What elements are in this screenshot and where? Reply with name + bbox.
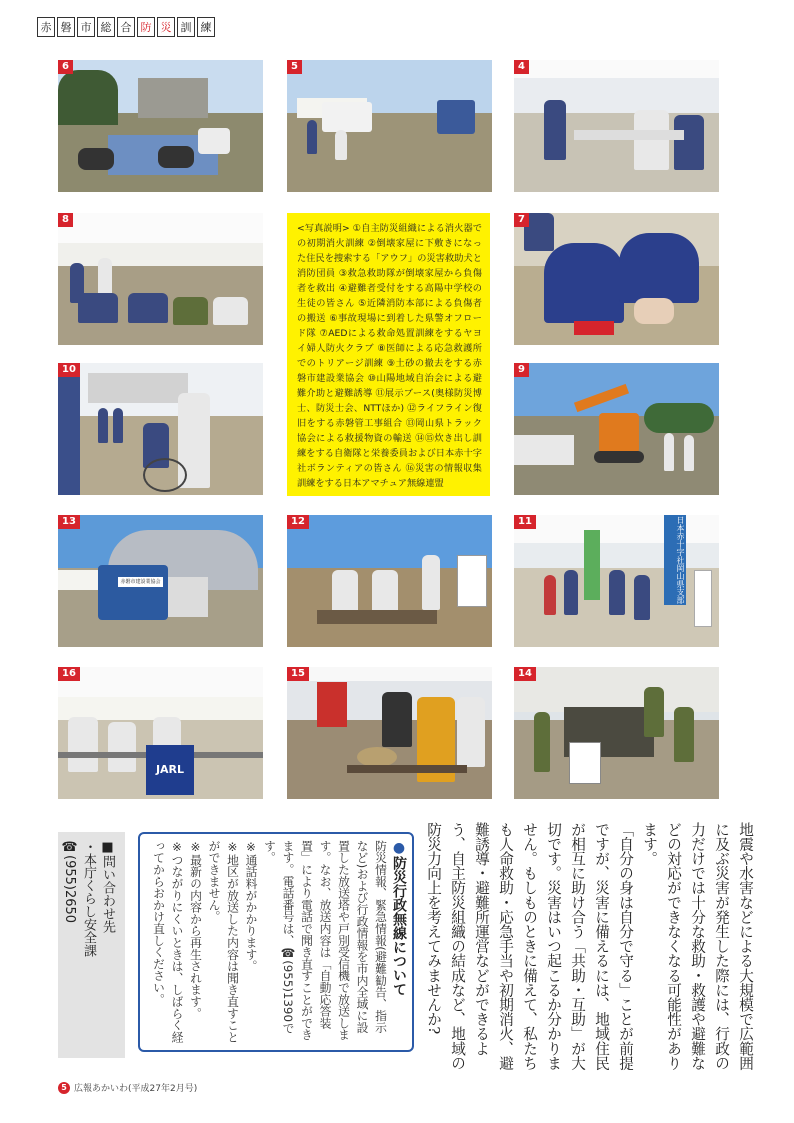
contact-phone: ☎(955)2650: [62, 840, 77, 924]
contact-department: ・本庁くらし安全課: [81, 840, 96, 957]
banner-sign: 日本赤十字社岡山県支部: [664, 515, 686, 605]
photo-number: 11: [514, 515, 536, 529]
page-footer: [58, 1081, 197, 1094]
title-char: 練: [197, 17, 215, 37]
main-text-paragraph: 「自分の身は自分で守る」ことが前提ですが、災害に備えるには、地域住民が相互に助け合う「共助・互助」が大切です。災害はいつ起こるか分かりません。もしものときに備えて、私たちも人命救助・応急手当や初期消火、避難誘導・避難所運営などができるよう、自主防災組織の結成など、地域の防災力向上を考えてみませんか?: [425, 822, 634, 1071]
photo-caption-box: [287, 213, 490, 496]
photo-number: 14: [514, 667, 536, 681]
page-number: 5: [58, 1082, 70, 1094]
title-char: 訓: [177, 17, 195, 37]
notice-note: ※最新の内容から再生されます。: [188, 840, 203, 1020]
notice-note: ※地区が放送した内容は聞き直すことができません。: [207, 840, 240, 1043]
contact-heading: ■問い合わせ先: [100, 840, 115, 933]
title-char: 赤: [37, 17, 55, 37]
photo-6: [58, 60, 263, 192]
notice-note: ※つながりにくいときは、しばらく経ってからおかけ直しください。: [151, 840, 184, 1043]
title-char: 合: [117, 17, 135, 37]
title-char: 防: [137, 17, 155, 37]
title-char: 総: [97, 17, 115, 37]
photo-8: [58, 213, 263, 345]
page-section-title: [37, 17, 215, 37]
photo-16: [58, 667, 263, 799]
radio-notice-box: [138, 832, 414, 1052]
photo-number: 12: [287, 515, 309, 529]
photo-number: 15: [287, 667, 309, 681]
main-text-paragraph: 地震や水害などによる大規模で広範囲に及ぶ災害が発生した際には、行政の力だけでは十分な救助・救護や避難などの対応ができなくなる可能性があります。: [641, 822, 754, 1071]
contact-box: [58, 832, 125, 1058]
notice-note: ※通話料がかかります。: [244, 840, 258, 972]
photo-4: [514, 60, 719, 192]
photo-number: 10: [58, 363, 80, 377]
photo-number: 7: [514, 213, 529, 227]
title-char: 市: [77, 17, 95, 37]
photo-caption-text: <写真説明> ①自主防災組織による消火器での初期消火訓練 ②倒壊家屋に下敷きになった住民を捜索する「アウフ」の災害救助犬と消防団員 ③救急救助隊が倒壊家屋から負傷者を救出 ④避難者受付をする高陽中学校の生徒の皆さん ⑤近隣消防本部による負傷者の搬送 ⑥事故現場に到着した県警オフロード隊 ⑦AEDによる救命処置訓練をするヤヨイ婦人防火クラブ ⑧医師による応急救護所でのトリアージ訓練 ⑨土砂の撤去をする赤磐市建設業協会 ⑩山陽地域自治会による避難介助と避難誘導 ⑪展示ブース(奥様防災博士、防災士会、NTTほか) ⑫ライフライン復旧をする赤磐管工事組合 ⑬岡山県トラック協会による救援物資の輸送 ⑭⑮炊き出し訓練をする自衛隊と栄養委員および日本赤十字社ボランティアの皆さん ⑯災害の情報収集訓練をする日本アマチュア無線連盟: [297, 223, 482, 489]
title-char: 磐: [57, 17, 75, 37]
notice-title: ●防災行政無線について: [391, 840, 407, 996]
photo-7: [514, 213, 719, 345]
photo-9: [514, 363, 719, 495]
photo-number: 13: [58, 515, 80, 529]
jarl-sign: JARL: [146, 745, 194, 795]
photo-13: [58, 515, 263, 647]
photo-number: 5: [287, 60, 302, 74]
photo-number: 16: [58, 667, 80, 681]
photo-number: 8: [58, 213, 73, 227]
photo-5: [287, 60, 492, 192]
photo-number: 4: [514, 60, 529, 74]
photo-11: [514, 515, 719, 647]
photo-14: [514, 667, 719, 799]
photo-12: [287, 515, 492, 647]
title-char: 災: [157, 17, 175, 37]
photo-number: 6: [58, 60, 73, 74]
main-article-text: [425, 822, 757, 1072]
photo-15: [287, 667, 492, 799]
photo-number: 9: [514, 363, 529, 377]
notice-body: 防災情報、緊急情報(避難勧告、指示など)および行政情報を市内全域に設置した放送塔や戸別受信機で放送します。なお、放送内容は「自動応答装置」により電話で聞き直すことができます。電話番号は、☎(955)1390です。: [262, 840, 388, 1041]
photo-10: [58, 363, 263, 495]
publication-name: 広報あかいわ(平成27年2月号): [74, 1084, 198, 1094]
truck-door-label: 赤磐市建設業協会: [118, 577, 163, 587]
